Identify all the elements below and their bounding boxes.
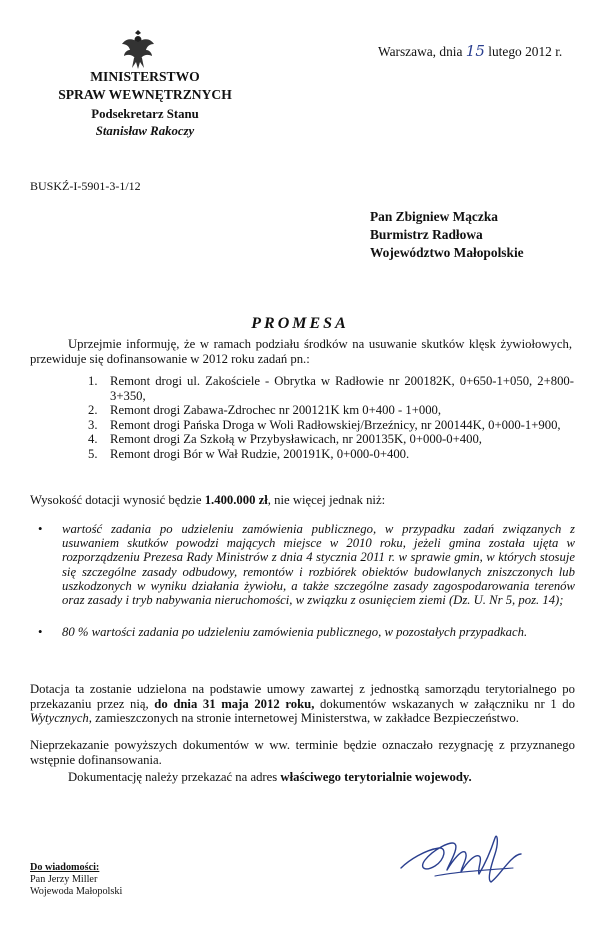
list-item: [30, 625, 575, 639]
list-item-text: Remont drogi Za Szkołą w Przybysławicach, nr 200135K, 0+000-0+400,: [110, 432, 482, 446]
para1-part3: zamieszczonych na stronie internetowej Ministerstwa, w zakładce Bezpieczeństwo.: [95, 711, 519, 725]
letter-date: [378, 42, 562, 60]
para3-prefix: Dokumentację należy przekazać na adres: [68, 770, 278, 784]
official-block: [40, 106, 250, 140]
agreement-paragraph: [30, 682, 575, 726]
recipient-region: Województwo Małopolskie: [370, 245, 524, 260]
cc-recipient-name: Pan Jerzy Miller: [30, 874, 98, 885]
intro-paragraph: Uprzejmie informuję, że w ramach podziału środków na usuwanie skutków klęsk żywiołowych, przewiduje się dofinansowanie w 2012 roku zadań pn.:: [30, 337, 572, 366]
document-title: PROMESA: [251, 315, 349, 332]
list-item-text: Remont drogi Zabawa-Zdrochec nr 200121K km 0+400 - 1+000,: [110, 403, 442, 417]
list-item-text: wartość zadania po udzieleniu zamówienia publicznego, w przypadku zadań związanych z usuwaniem skutków powodzi mających miejsce w 2010 roku, jeżeli gmina została ujęta w rozporządzeniu Prezesa Rady Ministrów z dnia 4 stycznia 2011 r. w sprawie gmin, w których stosuje się szczególne zasady odbudowy, remontów i rozbiórek obiektów budowlanych zniszczonych lub uszkodzonych w wyniku działania żywiołu, a także szczególne zasady zagospodarowania terenów oraz zasady i tryb nabywania nieruchomości, w związku z osunięciem ziemi (Dz. U. Nr 5, poz. 14);: [62, 522, 575, 608]
list-item: [80, 374, 574, 403]
list-number: 1.: [88, 374, 98, 388]
list-number: 4.: [88, 432, 98, 446]
bullet-icon: •: [38, 522, 43, 536]
resignation-paragraph: Nieprzekazanie powyższych dokumentów w ww. terminie będzie oznaczało rezygnację z przyznanego wstępnie dofinansowania.: [30, 738, 575, 767]
eagle-emblem-icon: [120, 28, 156, 70]
list-item: [80, 418, 574, 433]
list-number: 3.: [88, 417, 98, 432]
list-item-text: Remont drogi ul. Zakościele - Obrytka w Radłowie nr 200182K, 0+650-1+050, 2+800-3+350,: [110, 374, 574, 403]
guidelines-text: Wytycznych,: [30, 711, 92, 725]
amount-value: 1.400.000 zł: [204, 493, 268, 507]
list-number: 2.: [88, 403, 98, 417]
deadline-text: do dnia 31 maja 2012 roku,: [154, 696, 315, 711]
cc-heading: Do wiadomości:: [30, 862, 100, 873]
grant-amount-paragraph: [30, 493, 575, 508]
date-prefix: Warszawa, dnia: [378, 44, 463, 59]
list-item: [80, 432, 574, 447]
list-item-text: 80 % wartości zadania po udzieleniu zamówienia publicznego, w pozostałych przypadkach.: [62, 625, 528, 640]
official-name: Stanisław Rakoczy: [95, 124, 195, 138]
list-item: [80, 403, 574, 418]
ministry-name: [40, 68, 250, 104]
cc-recipient-title: Wojewoda Małopolski: [30, 886, 123, 897]
para3-bold: właściwego terytorialnie wojewody.: [280, 770, 472, 784]
list-item-text: Remont drogi Pańska Droga w Woli Radłowskiej/Brzeźnicy, nr 200144K, 0+000-1+900,: [110, 417, 561, 432]
recipient-name: Pan Zbigniew Mączka: [370, 209, 498, 224]
recipient-block: [370, 208, 524, 262]
ministry-line1: MINISTERSTWO: [90, 69, 200, 84]
ministry-line2: SPRAW WEWNĘTRZNYCH: [58, 87, 232, 102]
amount-suffix: , nie więcej jednak niż:: [267, 493, 386, 507]
date-suffix: lutego 2012 r.: [488, 44, 563, 59]
list-item: [80, 447, 574, 462]
para1-part2: dokumentów wskazanych w załączniku nr 1 do: [320, 696, 575, 711]
handwritten-signature: [395, 820, 525, 890]
submission-paragraph: [30, 770, 575, 785]
date-day-handwritten: 15: [465, 42, 485, 60]
para1-part1: Dotacja ta zostanie udzielona na podstawie umowy zawartej z jednostką samorządu terytorialnego po przekazaniu przez nią,: [30, 682, 575, 711]
amount-prefix: Wysokość dotacji wynosić będzie: [30, 493, 202, 507]
conditions-list: [30, 522, 575, 639]
recipient-title: Burmistrz Radłowa: [370, 227, 483, 242]
official-position: Podsekretarz Stanu: [91, 107, 199, 121]
cc-block: [30, 862, 122, 898]
list-item: [30, 522, 575, 607]
works-list: [80, 374, 574, 461]
reference-number: BUSKŹ-I-5901-3-1/12: [30, 179, 141, 193]
bullet-icon: •: [38, 625, 43, 640]
list-item-text: Remont drogi Bór w Wał Rudzie, 200191K, 0+000-0+400.: [110, 446, 410, 461]
list-number: 5.: [88, 446, 98, 461]
